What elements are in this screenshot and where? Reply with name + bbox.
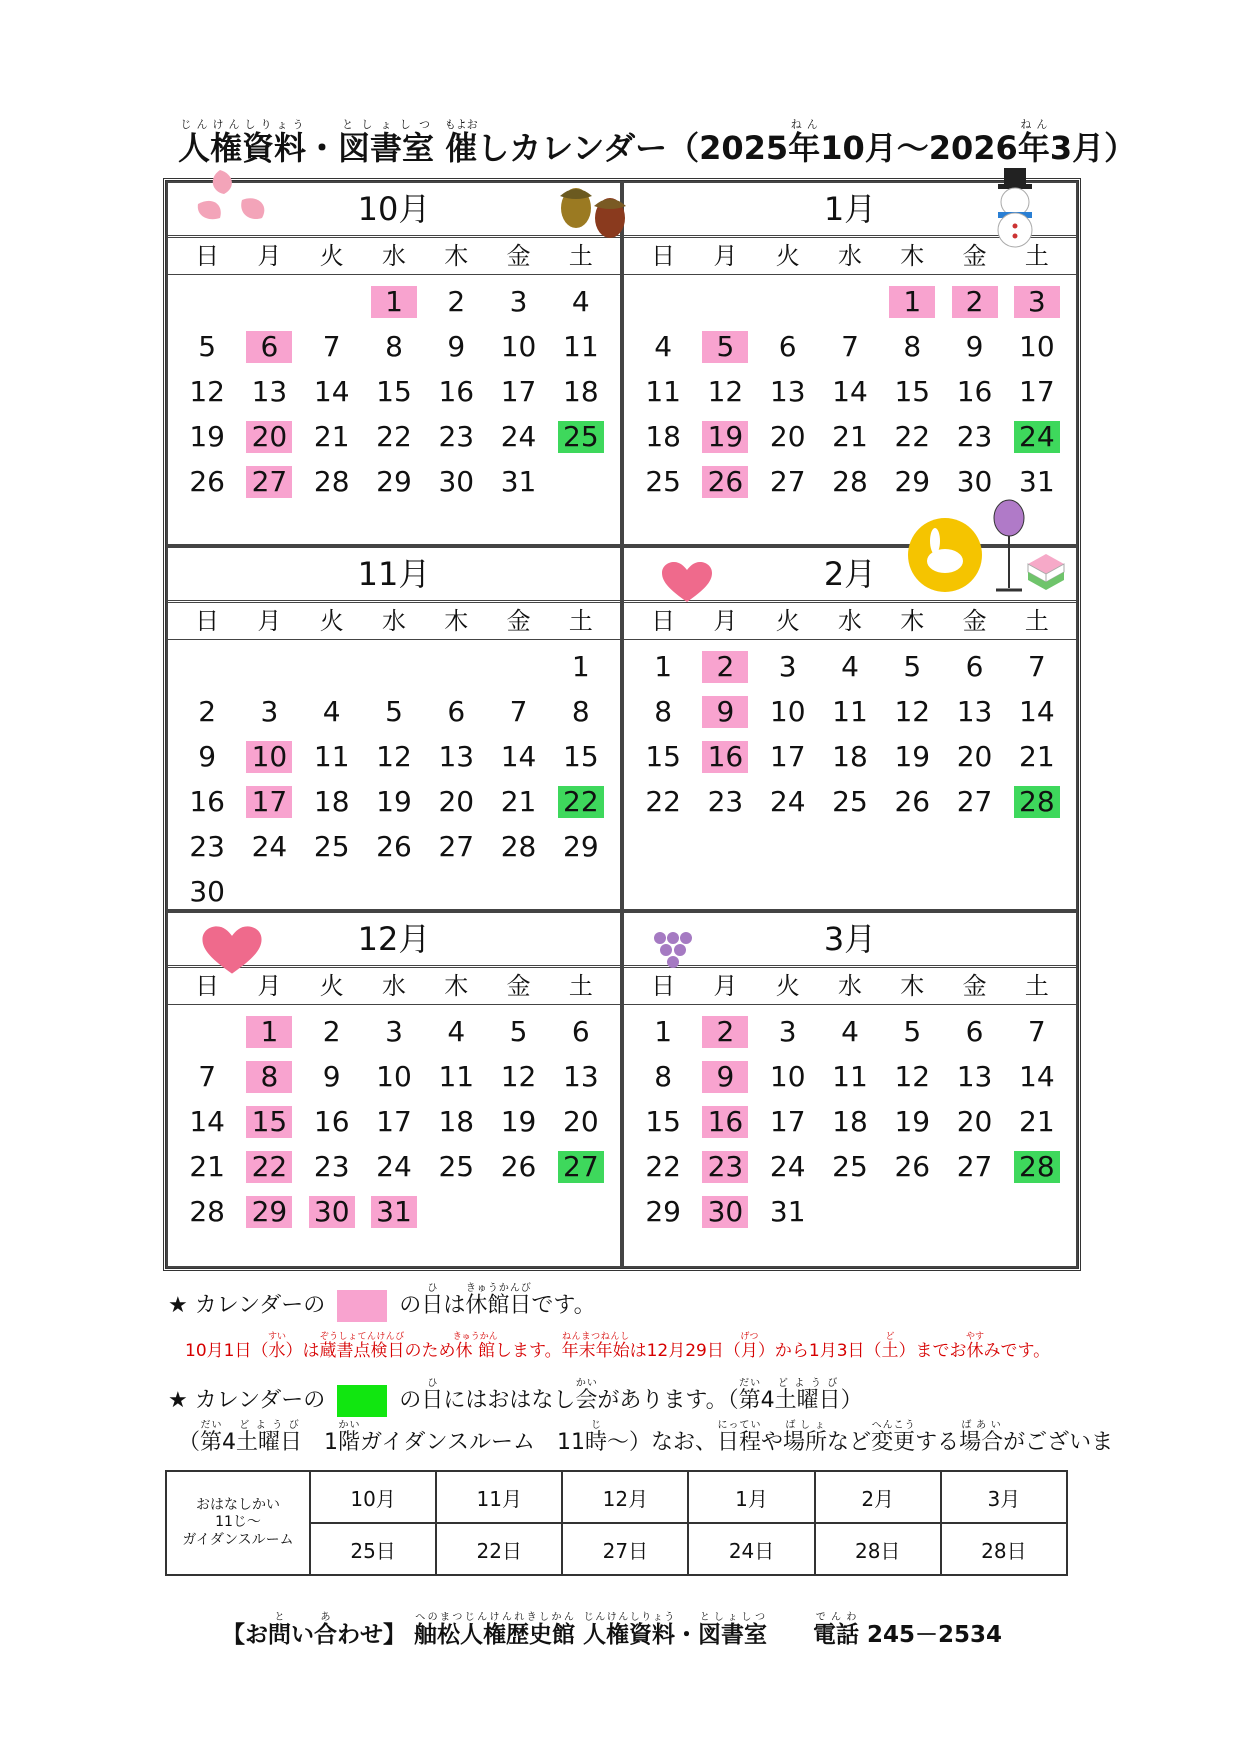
day-cell-closed: 30 (694, 1189, 756, 1234)
legend-story (168, 1378, 863, 1417)
weekday-label: 水 (381, 972, 406, 1000)
day-cell: 21 (313, 419, 350, 453)
weekday-label: 火 (775, 242, 800, 270)
day-cell: 7 (1027, 1014, 1046, 1048)
day-cell-storytime: 28 (1006, 1144, 1068, 1189)
day-cell: 25 (832, 784, 868, 818)
weekday-label: 金 (506, 242, 531, 270)
day-cell: 13 (956, 694, 993, 728)
day-cell-closed: 16 (694, 1099, 756, 1144)
schedule-label: おはなしかい 11じ～ ガイダンスルーム (166, 1471, 310, 1575)
day-cell: 12 (500, 1059, 537, 1093)
weekday-label: 日 (651, 972, 676, 1000)
day-cell-closed: 10 (238, 734, 300, 779)
day-cell: 24 (769, 784, 806, 818)
day-cell: 5 (903, 1014, 922, 1048)
day-cell: 12 (189, 374, 225, 408)
lantern-icon (992, 498, 1026, 594)
day-cell: 10 (500, 329, 537, 363)
day-cell: 14 (1019, 694, 1055, 728)
day-cell: 8 (571, 694, 590, 728)
day-cell: 11 (832, 1059, 868, 1093)
day-cell: 11 (313, 739, 350, 773)
day-cell-closed: 1 (238, 1009, 300, 1054)
schedule-month: 1月 (688, 1471, 814, 1523)
day-cell: 26 (376, 829, 412, 863)
day-cell: 9 (322, 1059, 341, 1093)
day-cell: 7 (509, 694, 528, 728)
day-cell: 23 (707, 784, 744, 818)
day-cell: 3 (509, 284, 528, 318)
day-cell: 19 (376, 784, 412, 818)
day-cell: 13 (956, 1059, 993, 1093)
legend-closed (168, 1283, 596, 1322)
day-cell-closed: 16 (694, 734, 756, 779)
day-grid (168, 640, 620, 914)
day-cell-closed: 2 (694, 1009, 756, 1054)
day-cell: 8 (903, 329, 922, 363)
day-cell: 7 (1027, 649, 1046, 683)
day-cell-storytime: 28 (1006, 779, 1068, 824)
day-cell: 2 (447, 284, 466, 318)
day-cell: 30 (438, 464, 475, 498)
weekday-label: 金 (506, 972, 531, 1000)
weekday-label: 木 (900, 607, 925, 635)
petals-icon (190, 166, 280, 236)
month-title: 11月 (168, 548, 620, 603)
weekday-label: 土 (568, 242, 593, 270)
day-cell: 27 (956, 784, 993, 818)
day-cell: 14 (832, 374, 868, 408)
day-cell: 13 (563, 1059, 599, 1093)
day-cell-closed: 9 (694, 689, 756, 734)
day-cell-closed: 17 (238, 779, 300, 824)
day-cell: 15 (645, 1104, 681, 1138)
day-cell: 12 (707, 374, 744, 408)
empty-cell (363, 644, 425, 689)
day-cell: 3 (778, 1014, 797, 1048)
month-november (166, 546, 622, 911)
day-cell: 31 (1019, 464, 1055, 498)
day-cell: 15 (563, 739, 599, 773)
legend-story-text: の日ひにはおはなし会かいがあります。（第だい4土曜日どようび） (399, 1378, 863, 1413)
weekday-label: 日 (195, 607, 220, 635)
day-cell: 25 (832, 1149, 868, 1183)
day-cell: 24 (376, 1149, 412, 1183)
day-grid (624, 1005, 1076, 1234)
day-cell: 26 (894, 784, 931, 818)
day-cell: 18 (313, 784, 350, 818)
day-cell: 28 (500, 829, 537, 863)
month-title: 3月 (624, 913, 1076, 968)
schedule-month: 12月 (562, 1471, 688, 1523)
day-cell: 6 (447, 694, 466, 728)
contact-footer: 【お問とい合あわせ】 舳松人権歴史館へのまつじんけんれきしかん 人権じんけん資料しりょう・図書室としょしつ 電話でんわ 245－2534 (222, 1612, 1003, 1648)
empty-cell (176, 279, 238, 324)
day-cell: 9 (447, 329, 466, 363)
day-cell: 19 (894, 739, 931, 773)
day-cell: 4 (447, 1014, 466, 1048)
day-cell: 20 (956, 739, 993, 773)
closed-swatch (337, 1290, 387, 1322)
weekday-label: 月 (713, 607, 738, 635)
day-cell: 6 (965, 1014, 984, 1048)
weekday-header (168, 603, 620, 640)
day-cell: 23 (313, 1149, 350, 1183)
day-cell-closed: 8 (238, 1054, 300, 1099)
moon-rabbit-icon (905, 515, 985, 595)
day-cell-closed: 1 (363, 279, 425, 324)
day-cell: 10 (1019, 329, 1055, 363)
day-cell: 21 (500, 784, 537, 818)
day-cell: 26 (894, 1149, 931, 1183)
schedule-date: 24日 (688, 1523, 814, 1575)
day-cell: 10 (769, 694, 806, 728)
day-cell: 21 (189, 1149, 225, 1183)
day-cell: 21 (1019, 1104, 1055, 1138)
day-cell: 30 (189, 874, 225, 908)
day-cell: 3 (385, 1014, 403, 1048)
empty-cell (238, 279, 300, 324)
day-cell: 8 (385, 329, 403, 363)
day-cell-closed: 31 (363, 1189, 425, 1234)
day-cell: 16 (313, 1104, 350, 1138)
weekday-label: 土 (568, 607, 593, 635)
weekday-label: 水 (381, 607, 406, 635)
weekday-label: 土 (1024, 242, 1049, 270)
day-cell: 14 (500, 739, 537, 773)
day-cell: 14 (1019, 1059, 1055, 1093)
weekday-label: 日 (651, 607, 676, 635)
weekday-label: 水 (381, 242, 406, 270)
day-cell: 2 (322, 1014, 341, 1048)
day-grid (168, 1005, 620, 1234)
weekday-label: 金 (962, 607, 987, 635)
day-cell: 1 (654, 1014, 673, 1048)
location-note: （第だい4土曜日どようび 1階かいガイダンスルーム 11時じ～）なお、日程にっていや場所ばしょなど変更へんこうする場合ばあいがございま (178, 1420, 1114, 1455)
day-cell-closed: 3 (1006, 279, 1068, 324)
weekday-label: 月 (257, 242, 282, 270)
day-cell: 4 (571, 284, 590, 318)
schedule-date: 27日 (562, 1523, 688, 1575)
weekday-label: 金 (506, 607, 531, 635)
day-cell: 23 (438, 419, 475, 453)
day-cell: 6 (778, 329, 797, 363)
day-cell: 30 (956, 464, 993, 498)
day-cell: 23 (956, 419, 993, 453)
day-cell: 5 (198, 329, 217, 363)
acorns-icon (554, 172, 634, 244)
empty-cell (176, 1009, 238, 1054)
day-cell: 17 (769, 1104, 806, 1138)
hishimochi-icon (1024, 550, 1068, 594)
day-cell-closed: 23 (694, 1144, 756, 1189)
weekday-label: 火 (319, 242, 344, 270)
empty-cell (301, 644, 363, 689)
weekday-label: 木 (444, 972, 469, 1000)
day-cell: 10 (769, 1059, 806, 1093)
story-swatch (337, 1385, 387, 1417)
day-cell: 27 (769, 464, 806, 498)
day-cell-closed: 27 (238, 459, 300, 504)
day-cell: 11 (563, 329, 599, 363)
day-cell-storytime: 25 (550, 414, 612, 459)
day-cell: 31 (500, 464, 537, 498)
day-cell: 24 (769, 1149, 806, 1183)
day-cell: 29 (376, 464, 412, 498)
day-cell: 20 (438, 784, 475, 818)
day-cell: 20 (769, 419, 806, 453)
schedule-month: 2月 (815, 1471, 941, 1523)
weekday-label: 日 (195, 242, 220, 270)
day-cell: 26 (189, 464, 225, 498)
weekday-header (624, 603, 1076, 640)
weekday-label: 日 (651, 242, 676, 270)
day-cell: 27 (438, 829, 475, 863)
weekday-label: 火 (319, 972, 344, 1000)
day-cell: 25 (313, 829, 350, 863)
day-cell: 31 (769, 1194, 806, 1228)
day-cell-closed: 20 (238, 414, 300, 459)
schedule-date: 28日 (941, 1523, 1067, 1575)
day-cell: 17 (376, 1104, 412, 1138)
day-cell: 11 (645, 374, 681, 408)
day-cell: 16 (189, 784, 225, 818)
day-cell: 2 (198, 694, 217, 728)
day-cell: 18 (563, 374, 599, 408)
weekday-label: 水 (837, 242, 862, 270)
day-cell: 24 (251, 829, 288, 863)
day-cell: 3 (260, 694, 279, 728)
day-cell: 21 (832, 419, 868, 453)
legend-story-prefix: ★ カレンダーの (168, 1388, 326, 1413)
weekday-label: 月 (713, 242, 738, 270)
heart-icon (660, 560, 714, 604)
day-cell: 1 (571, 649, 590, 683)
day-cell: 20 (956, 1104, 993, 1138)
day-cell: 3 (778, 649, 797, 683)
day-cell: 11 (832, 694, 868, 728)
weekday-label: 木 (444, 242, 469, 270)
day-cell-closed: 15 (238, 1099, 300, 1144)
day-cell: 29 (563, 829, 599, 863)
weekday-label: 水 (837, 607, 862, 635)
weekday-label: 木 (444, 607, 469, 635)
schedule-date: 22日 (436, 1523, 562, 1575)
day-grid (624, 640, 1076, 824)
day-cell: 29 (894, 464, 931, 498)
day-cell-storytime: 27 (550, 1144, 612, 1189)
schedule-date: 28日 (815, 1523, 941, 1575)
weekday-label: 木 (900, 972, 925, 1000)
legend-closed-prefix: ★ カレンダーの (168, 1293, 326, 1318)
empty-cell (425, 644, 487, 689)
weekday-label: 火 (775, 607, 800, 635)
day-cell-closed: 19 (694, 414, 756, 459)
month-title: 12月 (168, 913, 620, 968)
empty-cell (176, 644, 238, 689)
day-cell-closed: 29 (238, 1189, 300, 1234)
day-cell: 13 (769, 374, 806, 408)
weekday-label: 土 (1024, 972, 1049, 1000)
weekday-label: 金 (962, 242, 987, 270)
weekday-label: 月 (713, 972, 738, 1000)
snowman-icon (986, 166, 1044, 248)
weekday-label: 日 (195, 972, 220, 1000)
day-cell: 12 (894, 1059, 931, 1093)
day-cell: 24 (500, 419, 537, 453)
day-cell: 18 (438, 1104, 475, 1138)
day-cell: 18 (832, 739, 868, 773)
schedule-month: 11月 (436, 1471, 562, 1523)
empty-cell (694, 279, 756, 324)
day-cell: 4 (841, 1014, 859, 1048)
day-cell: 15 (376, 374, 412, 408)
weekday-label: 火 (319, 607, 344, 635)
day-cell: 12 (894, 694, 931, 728)
empty-cell (238, 644, 300, 689)
grapes-icon (650, 928, 696, 976)
empty-cell (819, 279, 881, 324)
day-cell: 20 (563, 1104, 599, 1138)
day-cell-closed: 6 (238, 324, 300, 369)
day-cell-storytime: 24 (1006, 414, 1068, 459)
empty-cell (757, 279, 819, 324)
schedule-month: 3月 (941, 1471, 1067, 1523)
day-cell: 19 (894, 1104, 931, 1138)
day-cell: 1 (654, 649, 673, 683)
day-cell: 13 (438, 739, 475, 773)
weekday-label: 金 (962, 972, 987, 1000)
month-title: 1月 (624, 183, 1076, 238)
day-cell: 8 (654, 694, 673, 728)
day-cell-closed: 30 (301, 1189, 363, 1234)
day-cell: 7 (322, 329, 341, 363)
day-cell-closed: 2 (943, 279, 1005, 324)
schedule-date: 25日 (310, 1523, 436, 1575)
heart-icon (200, 924, 264, 976)
day-cell: 16 (438, 374, 475, 408)
legend-closed-text: の日ひは休館日きゅうかんびです。 (399, 1283, 596, 1318)
day-cell: 17 (1019, 374, 1055, 408)
day-grid (168, 275, 620, 504)
day-cell-closed: 26 (694, 459, 756, 504)
weekday-label: 水 (837, 972, 862, 1000)
day-cell: 4 (841, 649, 859, 683)
empty-cell (487, 644, 549, 689)
day-cell: 25 (438, 1149, 475, 1183)
day-cell: 22 (645, 784, 681, 818)
day-cell: 22 (645, 1149, 681, 1183)
day-cell-storytime: 22 (550, 779, 612, 824)
day-cell: 4 (654, 329, 673, 363)
day-cell: 6 (571, 1014, 590, 1048)
day-cell: 19 (189, 419, 225, 453)
empty-cell (632, 279, 694, 324)
day-cell: 12 (376, 739, 412, 773)
weekday-label: 土 (568, 972, 593, 1000)
weekday-label: 木 (900, 242, 925, 270)
day-cell: 15 (894, 374, 931, 408)
day-cell: 25 (645, 464, 681, 498)
day-cell: 16 (956, 374, 993, 408)
month-title: 10月 (168, 183, 620, 238)
schedule-month: 10月 (310, 1471, 436, 1523)
weekday-label: 土 (1024, 607, 1049, 635)
day-cell: 15 (645, 739, 681, 773)
page-title: 人権じんけん資料しりょう・図書室としょしつ 催もよおしカレンダー（2025年ねん10月～2026年ねん3月） (178, 118, 1137, 167)
day-cell: 28 (313, 464, 350, 498)
day-cell: 10 (376, 1059, 412, 1093)
day-cell: 22 (894, 419, 931, 453)
day-cell: 5 (385, 694, 403, 728)
day-cell: 26 (500, 1149, 537, 1183)
day-cell-closed: 2 (694, 644, 756, 689)
day-cell-closed: 5 (694, 324, 756, 369)
day-cell: 19 (500, 1104, 537, 1138)
closure-note: 10月1日（水すい）は蔵書点検日ぞうしょてんけんびのため休館きゅうかんします。年末年始ねんまつねんしは12月29日（月げつ）から1月3日（土ど）までお休やすみです。 (185, 1332, 1051, 1361)
day-cell: 28 (832, 464, 868, 498)
day-cell-closed: 22 (238, 1144, 300, 1189)
day-cell: 17 (769, 739, 806, 773)
day-cell: 5 (509, 1014, 528, 1048)
day-cell: 28 (189, 1194, 225, 1228)
month-title: 2月 (624, 548, 1076, 603)
weekday-label: 月 (257, 972, 282, 1000)
day-cell-closed: 1 (881, 279, 943, 324)
day-grid (624, 275, 1076, 504)
day-cell: 7 (841, 329, 859, 363)
day-cell: 22 (376, 419, 412, 453)
day-cell: 6 (965, 649, 984, 683)
calendar-grid (163, 178, 1081, 1271)
day-cell: 11 (438, 1059, 475, 1093)
day-cell-closed: 9 (694, 1054, 756, 1099)
day-cell: 23 (189, 829, 225, 863)
day-cell: 27 (956, 1149, 993, 1183)
day-cell: 21 (1019, 739, 1055, 773)
day-cell: 13 (251, 374, 288, 408)
weekday-label: 月 (257, 607, 282, 635)
day-cell: 9 (965, 329, 984, 363)
weekday-label: 火 (775, 972, 800, 1000)
storytime-schedule (165, 1470, 1068, 1576)
day-cell: 17 (500, 374, 537, 408)
day-cell: 4 (322, 694, 341, 728)
day-cell: 7 (198, 1059, 217, 1093)
day-cell: 18 (832, 1104, 868, 1138)
day-cell: 29 (645, 1194, 681, 1228)
empty-cell (301, 279, 363, 324)
day-cell: 9 (198, 739, 217, 773)
weekday-header (168, 238, 620, 275)
day-cell: 14 (313, 374, 350, 408)
day-cell: 5 (903, 649, 922, 683)
day-cell: 18 (645, 419, 681, 453)
day-cell: 8 (654, 1059, 673, 1093)
day-cell: 14 (189, 1104, 225, 1138)
